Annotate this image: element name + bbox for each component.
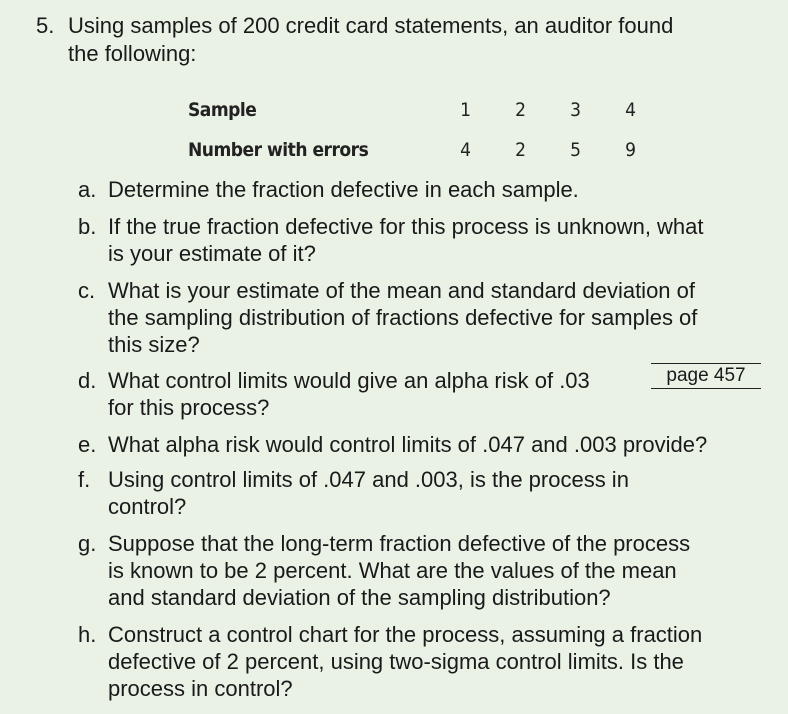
problem-text-line-2: the following: <box>68 41 197 66</box>
item-line: What is your estimate of the mean and standard deviation of <box>108 278 695 303</box>
item-letter: h. <box>78 622 97 647</box>
table-row-sample <box>188 90 658 130</box>
data-table <box>188 90 658 170</box>
item-line: What control limits would give an alpha risk of .03 <box>108 368 590 393</box>
problem-number: 5. <box>36 13 55 38</box>
question-list <box>78 176 768 702</box>
item-line: Determine the fraction defective in each sample. <box>108 177 579 202</box>
item-line: is your estimate of it? <box>108 241 316 266</box>
question-item-g <box>78 530 768 611</box>
item-line: If the true fraction defective for this process is unknown, what <box>108 214 704 239</box>
item-line: this size? <box>108 332 200 357</box>
table-cell: 2 <box>515 99 526 121</box>
table-cell: 2 <box>515 139 526 161</box>
row-label-sample: Sample <box>188 99 257 121</box>
question-item-a <box>78 176 768 203</box>
item-letter: a. <box>78 177 97 202</box>
problem-text-line-1: Using samples of 200 credit card statements, an auditor found <box>68 13 674 38</box>
table-cell: 1 <box>460 99 471 121</box>
item-line: Construct a control chart for the process, assuming a fraction <box>108 622 703 647</box>
item-letter: d. <box>78 368 97 393</box>
table-cell: 4 <box>460 139 471 161</box>
item-line: the sampling distribution of fractions defective for samples of <box>108 305 698 330</box>
question-item-h <box>78 621 768 702</box>
problem-statement <box>36 12 756 68</box>
item-letter: g. <box>78 531 97 556</box>
question-item-e <box>78 431 768 458</box>
item-line: for this process? <box>108 395 270 420</box>
page-reference: page 457 <box>651 363 761 389</box>
item-letter: b. <box>78 214 97 239</box>
item-line: control? <box>108 494 187 519</box>
item-line: and standard deviation of the sampling distribution? <box>108 585 611 610</box>
table-cell: 3 <box>570 99 581 121</box>
item-line: What alpha risk would control limits of .047 and .003 provide? <box>108 432 708 457</box>
item-line: process in control? <box>108 676 293 701</box>
item-letter: c. <box>78 278 96 303</box>
item-line: Using control limits of .047 and .003, is the process in <box>108 467 629 492</box>
item-line: defective of 2 percent, using two-sigma control limits. Is the <box>108 649 684 674</box>
item-line: Suppose that the long-term fraction defective of the process <box>108 531 691 556</box>
item-letter: f. <box>78 467 91 492</box>
table-cell: 4 <box>625 99 636 121</box>
question-item-f <box>78 466 768 520</box>
question-item-c <box>78 277 768 358</box>
table-cell: 9 <box>625 139 636 161</box>
row-label-errors: Number with errors <box>188 139 369 161</box>
table-row-errors <box>188 130 658 170</box>
question-item-b <box>78 213 768 267</box>
table-cell: 5 <box>570 139 581 161</box>
item-line: is known to be 2 percent. What are the values of the mean <box>108 558 677 583</box>
item-letter: e. <box>78 432 97 457</box>
